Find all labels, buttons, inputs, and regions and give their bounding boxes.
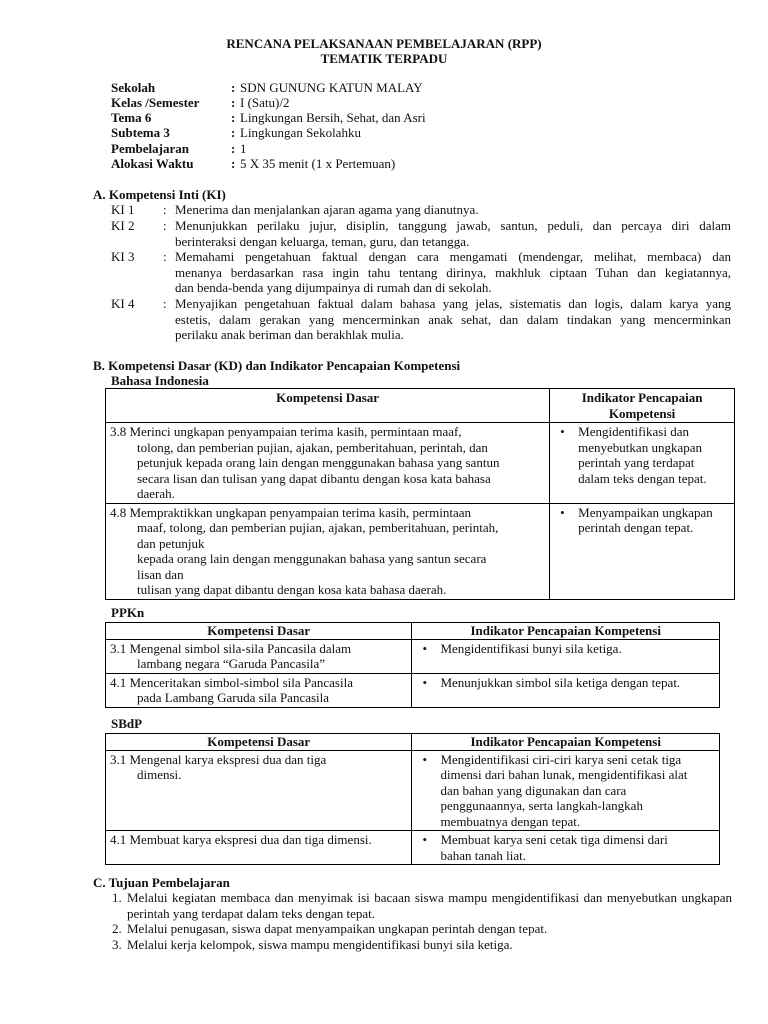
info-label: Sekolah [111, 80, 156, 95]
ki-line: Menunjukkan perilaku jujur, disiplin, tanggung jawab, santun, peduli, dan percaya diri dalam [175, 218, 731, 233]
list-text: Melalui kegiatan membaca dan menyimak isi bacaan siswa mampu mengidentifikasi dan menyebutkan ungkapan perintah yang terdapat dalam teks dengan tepat. [127, 890, 732, 921]
ind-line: Mengidentifikasi bunyi sila ketiga. [440, 640, 622, 656]
ind-cell [550, 423, 735, 504]
info-label: Pembelajaran [111, 141, 189, 156]
ind-cell [412, 673, 720, 707]
bullet-icon: • [422, 674, 428, 690]
kd-line: pada Lambang Garuda sila Pancasila [137, 690, 330, 705]
kd-line: 3.1 Mengenal karya ekspresi dua dan tiga [110, 751, 327, 767]
tujuan-list [112, 890, 732, 952]
bahasa-table [105, 388, 735, 600]
kd-line: lisan dan [137, 566, 184, 582]
info-value: 5 X 35 menit (1 x Pertemuan) [240, 156, 396, 171]
kd-cell [106, 831, 412, 865]
ki-text [175, 202, 731, 218]
kd-line: daerah. [137, 486, 175, 501]
ind-line: dimensi dari bahan lunak, mengidentifikasi alat [440, 767, 688, 782]
ind-cell [412, 750, 720, 831]
col-ind-header: Indikator Pencapaian Kompetensi [412, 734, 720, 751]
list-item [112, 890, 732, 921]
kd-line: 3.8 Merinci ungkapan penyampaian terima kasih, permintaan maaf, [110, 424, 462, 439]
kd-line: 4.1 Membuat karya ekspresi dua dan tiga dimensi. [110, 832, 372, 847]
ind-cell [412, 831, 720, 865]
info-label: Subtema 3 [111, 125, 170, 140]
subject-sbdp: SBdP [111, 716, 143, 731]
list-item [112, 937, 732, 953]
kd-line: tulisan yang dapat dibantu dengan kosa kata bahasa daerah. [137, 582, 447, 597]
kd-line: 3.1 Mengenal simbol sila-sila Pancasila dalam [110, 640, 352, 656]
kd-line: dimensi. [137, 767, 182, 782]
ki-line: Menyajikan pengetahuan faktual dalam bahasa yang jelas, sistematis dan logis, dalam karya yang [175, 296, 731, 311]
ind-line: bahan tanah liat. [440, 847, 526, 863]
kd-line: 4.8 Mempraktikkan ungkapan penyampaian terima kasih, permintaan [110, 504, 471, 520]
list-text: Melalui penugasan, siswa dapat menyampaikan ungkapan perintah dengan tepat. [127, 921, 548, 936]
table-row [106, 750, 720, 831]
ind-cell [550, 503, 735, 599]
info-value: Lingkungan Bersih, Sehat, dan Asri [240, 110, 426, 125]
section-c-heading: C. Tujuan Pembelajaran [93, 875, 230, 890]
ind-line: perintah dengan tepat. [578, 520, 694, 535]
ppkn-table [105, 622, 720, 708]
list-number: 2. [112, 921, 122, 936]
bullet-icon: • [560, 504, 565, 520]
ind-line: perintah yang terdapat [578, 455, 695, 470]
kd-line: tolong, dan pemberian pujian, ajakan, pemberitahuan, perintah, dan [137, 439, 488, 455]
subject-ppkn: PPKn [111, 605, 145, 620]
kd-cell [106, 423, 550, 504]
info-value: I (Satu)/2 [240, 95, 290, 110]
kd-line: lambang negara “Garuda Pancasila” [137, 656, 326, 671]
info-value: 1 [240, 141, 247, 156]
bullet-icon: • [422, 640, 428, 656]
kd-cell [106, 503, 550, 599]
ki-text [175, 218, 731, 249]
list-number: 1. [112, 890, 122, 905]
info-label: Kelas /Semester [111, 95, 200, 110]
bullet-icon: • [560, 424, 565, 439]
ind-cell [412, 639, 720, 673]
list-number: 3. [112, 936, 122, 952]
ki-text [175, 249, 731, 296]
ki-line: menanya berdasarkan rasa ingin tahu tentang dirinya, makhluk ciptaan Tuhan dan kegiatannya, [175, 264, 731, 280]
table-header-row [106, 623, 720, 640]
bullet-icon: • [422, 751, 427, 767]
ind-line: membuatnya dengan tepat. [440, 813, 581, 829]
ki-line: berinteraksi dengan keluarga, teman, guru, dan tetangga. [175, 233, 470, 249]
table-header-row [106, 734, 720, 751]
table-header-row [106, 389, 735, 423]
page-title: RENCANA PELAKSANAAN PEMBELAJARAN (RPP) [226, 36, 542, 51]
ind-line: dalam teks dengan tepat. [578, 470, 707, 486]
kd-cell [106, 673, 412, 707]
ind-line: menyebutkan ungkapan [578, 439, 702, 455]
ki-line: estetis, dalam gerakan yang mencerminkan anak sehat, dan dalam tindakan yang mencerminkan [175, 311, 731, 327]
col-ind-header-line: Kompetensi [608, 405, 676, 421]
table-row [106, 639, 720, 673]
kd-line: kepada orang lain dengan menggunakan bahasa yang santun secara [137, 551, 487, 566]
col-ind-header-line: Indikator Pencapaian [581, 390, 703, 405]
ki-line: dan benda-benda yang dijumpainya di rumah dan di sekolah. [175, 280, 492, 295]
kd-line: dan petunjuk [137, 535, 205, 551]
info-value: SDN GUNUNG KATUN MALAY [240, 80, 423, 95]
ki-line: perilaku anak beriman dan berakhlak mulia. [175, 327, 404, 342]
ind-line: Mengidentifikasi dan [578, 424, 689, 439]
info-label: Alokasi Waktu [111, 156, 194, 171]
list-item [112, 921, 732, 937]
ind-line: dan bahan yang digunakan dan cara [440, 782, 627, 798]
ind-line: Menyampaikan ungkapan [578, 504, 713, 520]
table-row [106, 423, 735, 504]
info-label: Tema 6 [111, 110, 152, 125]
col-kd-header: Kompetensi Dasar [106, 623, 412, 640]
page-subtitle: TEMATIK TERPADU [320, 51, 448, 66]
ind-line: penggunaannya, serta langkah-langkah [440, 798, 643, 813]
col-ind-header: Indikator Pencapaian Kompetensi [412, 623, 720, 640]
kd-line: petunjuk kepada orang lain dengan menggunakan bahasa yang santun [137, 455, 500, 470]
table-row [106, 503, 735, 599]
ki-line: Menerima dan menjalankan ajaran agama yang dianutnya. [175, 202, 479, 217]
sbdp-table [105, 733, 720, 865]
table-row [106, 673, 720, 707]
col-kd-header: Kompetensi Dasar [106, 389, 550, 423]
ki-code: KI 4 [111, 296, 135, 311]
section-a-heading: A. Kompetensi Inti (KI) [93, 187, 226, 202]
info-value: Lingkungan Sekolahku [240, 125, 361, 140]
ki-line: Memahami pengetahuan faktual dengan cara mengamati (mendengar, melihat, membaca) dan [175, 249, 731, 264]
list-text: Melalui kerja kelompok, siswa mampu mengidentifikasi bunyi sila ketiga. [127, 936, 513, 952]
kd-cell [106, 639, 412, 673]
ki-code: KI 1 [111, 202, 135, 217]
kd-line: secara lisan dan tulisan yang dapat dibantu dengan kosa kata bahasa [137, 470, 491, 486]
kd-line: maaf, tolong, dan pemberian pujian, ajakan, pemberitahuan, perintah, [137, 520, 499, 535]
col-ind-header [550, 389, 735, 423]
col-kd-header: Kompetensi Dasar [106, 734, 412, 751]
ki-code: KI 3 [111, 249, 135, 264]
ki-code: KI 2 [111, 218, 135, 233]
kd-cell [106, 750, 412, 831]
ind-line: Mengidentifikasi ciri-ciri karya seni cetak tiga [440, 751, 682, 767]
bullet-icon: • [422, 832, 427, 847]
subject-bahasa: Bahasa Indonesia [111, 373, 209, 388]
ki-text [175, 296, 731, 343]
kd-line: 4.1 Menceritakan simbol-simbol sila Pancasila [110, 674, 353, 690]
ind-line: Membuat karya seni cetak tiga dimensi dari [440, 832, 668, 847]
section-b-heading: B. Kompetensi Dasar (KD) dan Indikator Pencapaian Kompetensi [93, 358, 461, 373]
ind-line: Menunjukkan simbol sila ketiga dengan tepat. [440, 674, 681, 690]
table-row [106, 831, 720, 865]
